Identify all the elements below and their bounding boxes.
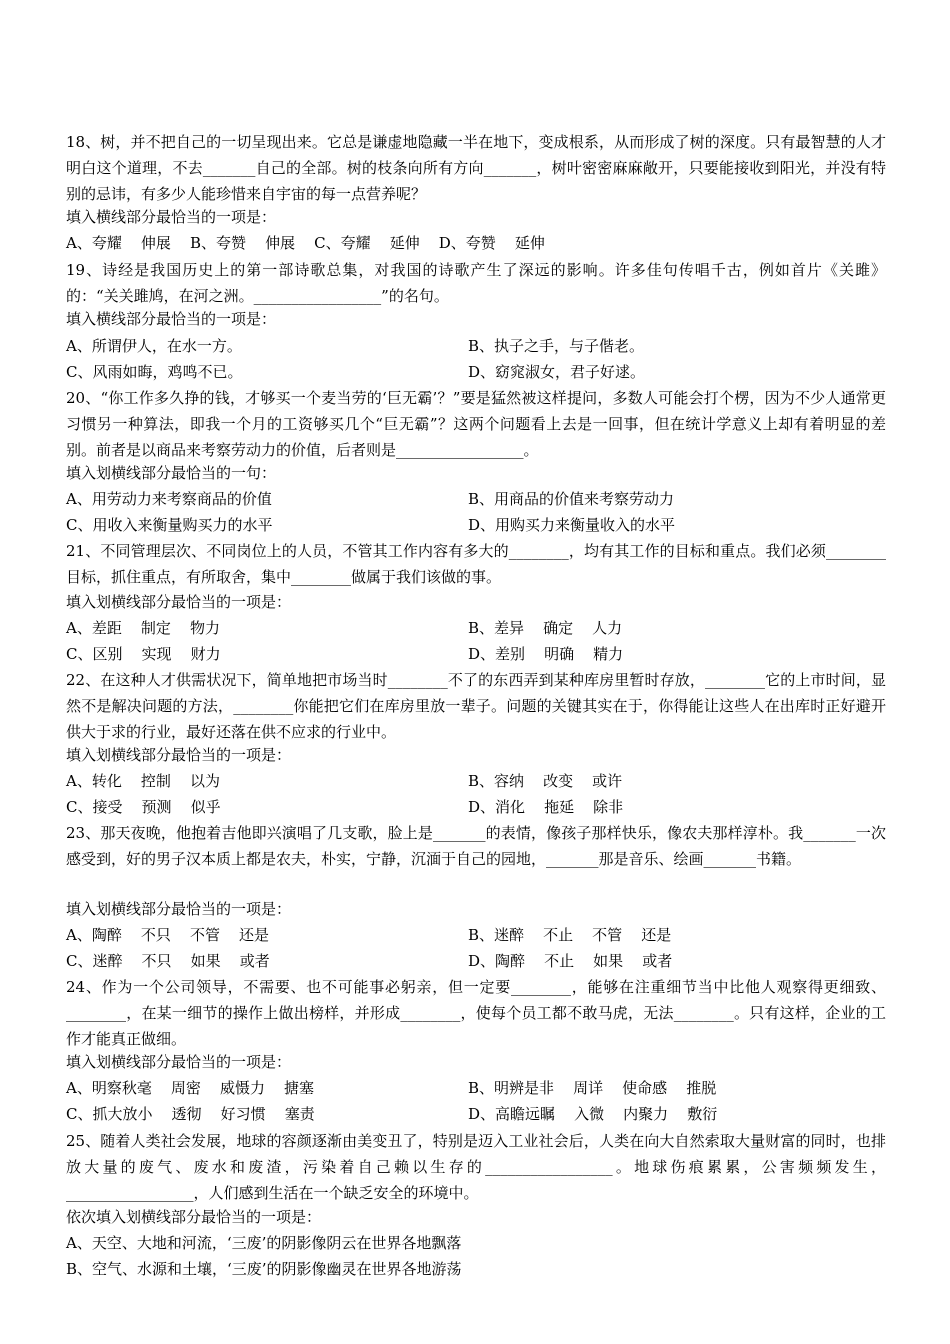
question-25-option-a: A、天空、大地和河流，‘三废’的阴影像阴云在世界各地飘落: [66, 1234, 462, 1252]
question-19-option-b: B、执子之手，与子偕老。: [468, 337, 645, 355]
question-25-option-b: B、空气、水源和土壤，‘三废’的阴影像幽灵在世界各地游荡: [66, 1260, 462, 1278]
question-19-option-c: C、风雨如晦，鸡鸣不已。: [66, 363, 243, 381]
question-18-options: A、夸耀 伸展 B、夸赞 伸展 C、夸耀 延伸 D、夸赞 延伸: [66, 234, 545, 252]
question-22-prompt: 填入划横线部分最恰当的一项是：: [66, 746, 292, 764]
question-25-prompt: 依次填入划横线部分最恰当的一项是：: [66, 1208, 322, 1226]
question-21-option-b: B、差异 确定 人力: [468, 619, 623, 637]
question-19-option-d: D、窈窕淑女，君子好逑。: [468, 363, 646, 381]
question-23-option-a: A、陶醉 不只 不管 还是: [66, 926, 270, 944]
question-22-option-b: B、容纳 改变 或许: [468, 772, 623, 790]
question-25-stem: 25、随着人类社会发展，地球的容颜逐渐由美变丑了，特别是迈入工业社会后，人类在向大自然索取大量财富的同时，也排放大量的废气、废水和废渣，污染着自己赖以生存的_________________。地球伤痕累累，公害频频发生，_________________，人们感到生活在一个缺乏安全的环境中。: [66, 1132, 886, 1202]
question-23-stem: 23、那天夜晚，他抱着吉他即兴演唱了几支歌，脸上是_______的表情，像孩子那样快乐，像农夫那样淳朴。我_______一次感受到，好的男子汉本质上都是农夫，朴实，宁静，沉湎于自己的园地，_______那是音乐、绘画_______书籍。: [66, 824, 886, 868]
question-24-option-a: A、明察秋毫 周密 威慑力 搪塞: [66, 1079, 315, 1097]
question-18-prompt: 填入横线部分最恰当的一项是：: [66, 208, 277, 226]
question-19-stem: 19、诗经是我国历史上的第一部诗歌总集，对我国的诗歌产生了深远的影响。许多佳句传唱千古，例如首片《关雎》的：“关关雎鸠，在河之洲。_________________”的名句。: [66, 261, 886, 305]
question-21-option-d: D、差别 明确 精力: [468, 645, 624, 663]
question-20-stem: 20、“你工作多久挣的钱，才够买一个麦当劳的‘巨无霸’？”要是猛然被这样提问，多数人可能会打个楞，因为不少人通常更习惯另一种算法，即我一个月的工资够买几个“巨无霸”？这两个问题看上去是一回事，但在统计学意义上却有着明显的差别。前者是以商品来考察劳动力的价值，后者则是_________________。: [66, 389, 886, 459]
question-24-prompt: 填入划横线部分最恰当的一项是：: [66, 1053, 292, 1071]
question-20-prompt: 填入划横线部分最恰当的一句：: [66, 464, 277, 482]
question-21-prompt: 填入划横线部分最恰当的一项是：: [66, 593, 292, 611]
question-21-option-a: A、差距 制定 物力: [66, 619, 220, 637]
question-23-prompt: 填入划横线部分最恰当的一项是：: [66, 900, 292, 918]
question-24-option-b: B、明辨是非 周详 使命感 推脱: [468, 1079, 717, 1097]
question-21-option-c: C、区别 实现 财力: [66, 645, 221, 663]
question-23-option-c: C、迷醉 不只 如果 或者: [66, 952, 270, 970]
question-20-option-b: B、用商品的价值来考察劳动力: [468, 490, 675, 508]
question-20-option-a: A、用劳动力来考察商品的价值: [66, 490, 272, 508]
question-24-option-c: C、抓大放小 透彻 好习惯 塞责: [66, 1105, 315, 1123]
question-18-stem: 18、树，并不把自己的一切呈现出来。它总是谦虚地隐藏一半在地下，变成根系，从而形成了树的深度。只有最智慧的人才明白这个道理，不去_______自己的全部。树的枝条向所有方向_______，树叶密密麻麻敞开，只要能接收到阳光，并没有特别的忌讳，有多少人能珍惜来自宇宙的每一点营养呢？: [66, 133, 886, 203]
question-19-prompt: 填入横线部分最恰当的一项是：: [66, 310, 277, 328]
question-20-option-d: D、用购买力来衡量收入的水平: [468, 516, 676, 534]
question-21-stem: 21、不同管理层次、不同岗位上的人员，不管其工作内容有多大的________，均有其工作的目标和重点。我们必须________目标，抓住重点，有所取舍，集中________做属于我们该做的事。: [66, 542, 886, 586]
question-22-option-c: C、接受 预测 似乎: [66, 798, 221, 816]
question-22-stem: 22、在这种人才供需状况下，简单地把市场当时________不了的东西弄到某种库房里暂时存放，________它的上市时间，显然不是解决问题的方法，________你能把它们在库房里放一辈子。问题的关键其实在于，你得能让这些人在出库时正好避开供大于求的行业，最好还落在供不应求的行业中。: [66, 671, 886, 741]
question-22-option-a: A、转化 控制 以为: [66, 772, 220, 790]
question-20-option-c: C、用收入来衡量购买力的水平: [66, 516, 273, 534]
question-23-option-b: B、迷醉 不止 不管 还是: [468, 926, 672, 944]
question-22-option-d: D、消化 拖延 除非: [468, 798, 624, 816]
question-19-option-a: A、所谓伊人，在水一方。: [66, 337, 242, 355]
question-24-stem: 24、作为一个公司领导，不需要、也不可能事必躬亲，但一定要________，能够在注重细节当中比他人观察得更细致、________，在某一细节的操作上做出榜样，并形成________，使每个员工都不敢马虎，无法________。只有这样，企业的工作才能真正做细。: [66, 978, 886, 1048]
question-23-option-d: D、陶醉 不止 如果 或者: [468, 952, 673, 970]
question-24-option-d: D、高瞻远瞩 入微 内聚力 敷衍: [468, 1105, 718, 1123]
